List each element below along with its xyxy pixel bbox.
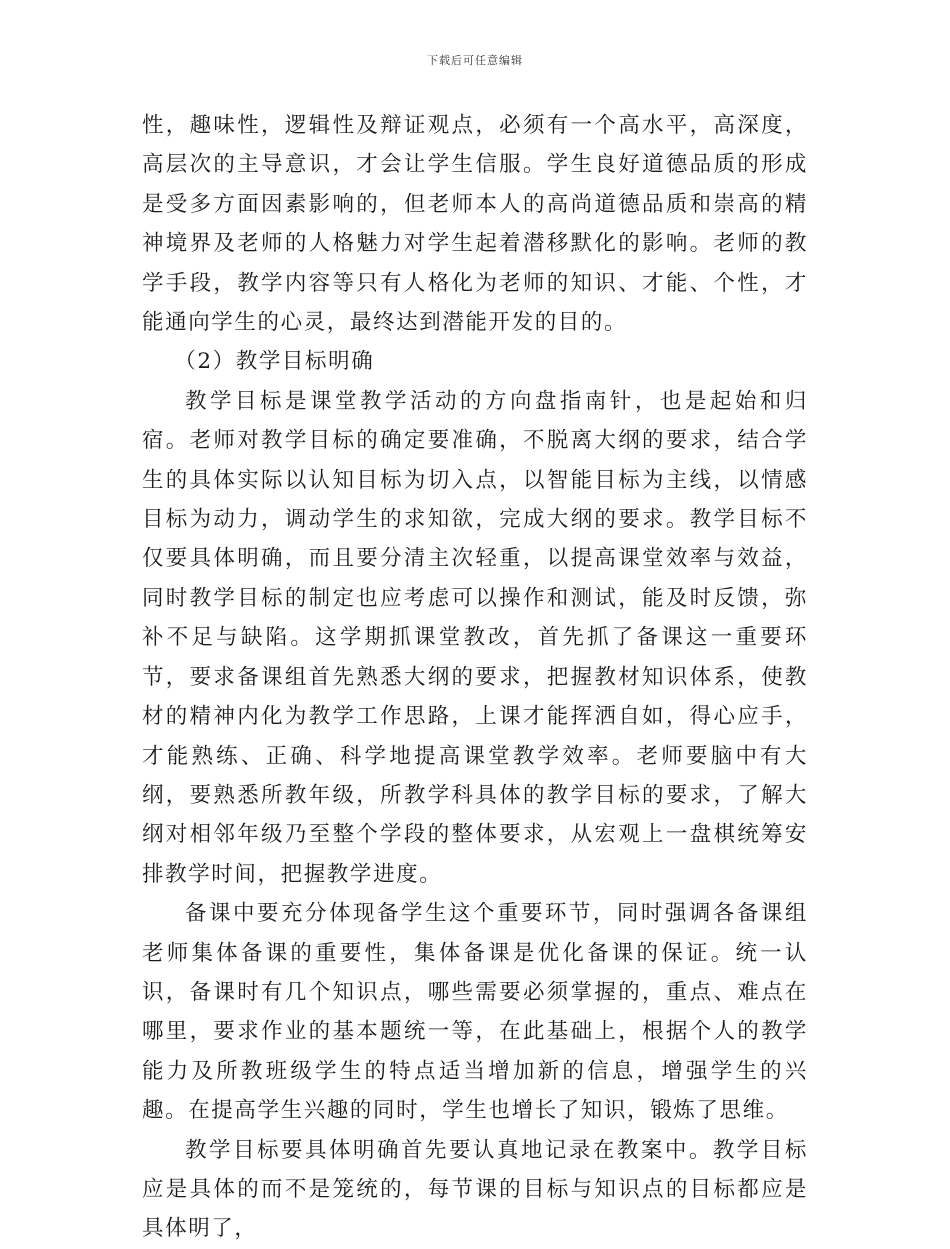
paragraph: 备课中要充分体现备学生这个重要环节，同时强调各备课组老师集体备课的重要性，集体备课是优化备课的保证。统一认识，备课时有几个知识点，哪些需要必须掌握的，重点、难点在哪里，要求作业的基本题统一等，在此基础上，根据个人的教学能力及所教班级学生的特点适当增加新的信息，增强学生的兴趣。在提高学生兴趣的同时，学生也增长了知识，锻炼了思维。: [142, 901, 808, 1124]
paragraph: 教学目标是课堂教学活动的方向盘指南针，也是起始和归宿。老师对教学目标的确定要准确，不脱离大纲的要求，结合学生的具体实际以认知目标为切入点，以智能目标为主线，以情感目标为动力，调动学生的求知欲，完成大纲的要求。教学目标不仅要具体明确，而且要分清主次轻重，以提高课堂效率与效益，同时教学目标的制定也应考虑可以操作和测试，能及时反馈，弥补不足与缺陷。这学期抓课堂教改，首先抓了备课这一重要环节，要求备课组首先熟悉大纲的要求，把握教材知识体系，使教材的精神内化为教学工作思路，上课才能挥洒自如，得心应手，才能熟练、正确、科学地提高课堂教学效率。老师要脑中有大纲，要熟悉所教年级，所教学科具体的教学目标的要求，了解大纲对相邻年级乃至整个学段的整体要求，从宏观上一盘棋统筹安排教学时间，把握教学进度。: [142, 388, 808, 887]
page-header-note: 下载后可任意编辑: [427, 54, 523, 67]
paragraph: 教学目标要具体明确首先要认真地记录在教案中。教学目标应是具体的而不是笼统的，每节课的目标与知识点的目标都应是具体明了，: [142, 1137, 808, 1242]
section-heading: （2）教学目标明确: [174, 349, 375, 375]
paragraph-continuation: 性，趣味性，逻辑性及辩证观点，必须有一个高水平，高深度，高层次的主导意识，才会让学生信服。学生良好道德品质的形成是受多方面因素影响的，但老师本人的高尚道德品质和崇高的精神境界及老师的人格魅力对学生起着潜移默化的影响。老师的教学手段，教学内容等只有人格化为老师的知识、才能、个性，才能通向学生的心灵，最终达到潜能开发的目的。: [142, 113, 808, 336]
document-body: [142, 106, 808, 1249]
